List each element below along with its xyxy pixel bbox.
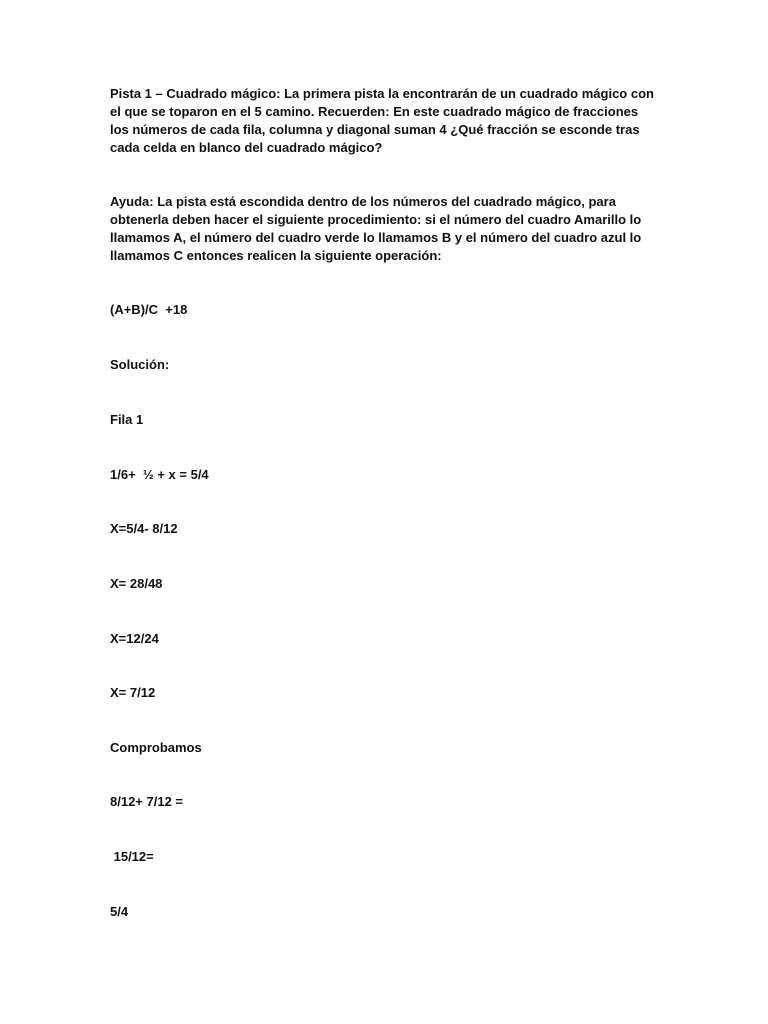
formula-line: (A+B)/C +18 [110, 302, 188, 317]
check-line-3: 5/4 [110, 904, 129, 919]
help-paragraph: Ayuda: La pista está escondida dentro de los números del cuadrado mágico, para obtenerla deben hacer el siguiente procedimiento: si el número del cuadro Amarillo lo llamamos A, el número del cuadro verde lo llamamos B y el número del cuadro azul lo llamamos C entonces realicen la siguiente operación: [110, 194, 642, 263]
check-heading: Comprobamos [110, 740, 202, 755]
check-line-1: 8/12+ 7/12 = [110, 794, 184, 809]
check-line-2: 15/12= [110, 849, 154, 864]
step-line-1: X=5/4- 8/12 [110, 521, 178, 536]
row-heading: Fila 1 [110, 412, 144, 427]
solution-heading: Solución: [110, 357, 170, 372]
step-line-3: X=12/24 [110, 631, 159, 646]
equation-line: 1/6+ ½ + x = 5/4 [110, 467, 209, 482]
step-line-4: X= 7/12 [110, 685, 156, 700]
intro-paragraph: Pista 1 – Cuadrado mágico: La primera pista la encontrarán de un cuadrado mágico con el que se toparon en el 5 camino. Recuerden: En este cuadrado mágico de fracciones los números de cada fila, columna y diagonal suman 4 ¿Qué fracción se esconde tras cada celda en blanco del cuadrado mágico? [110, 86, 654, 155]
step-line-2: X= 28/48 [110, 576, 163, 591]
